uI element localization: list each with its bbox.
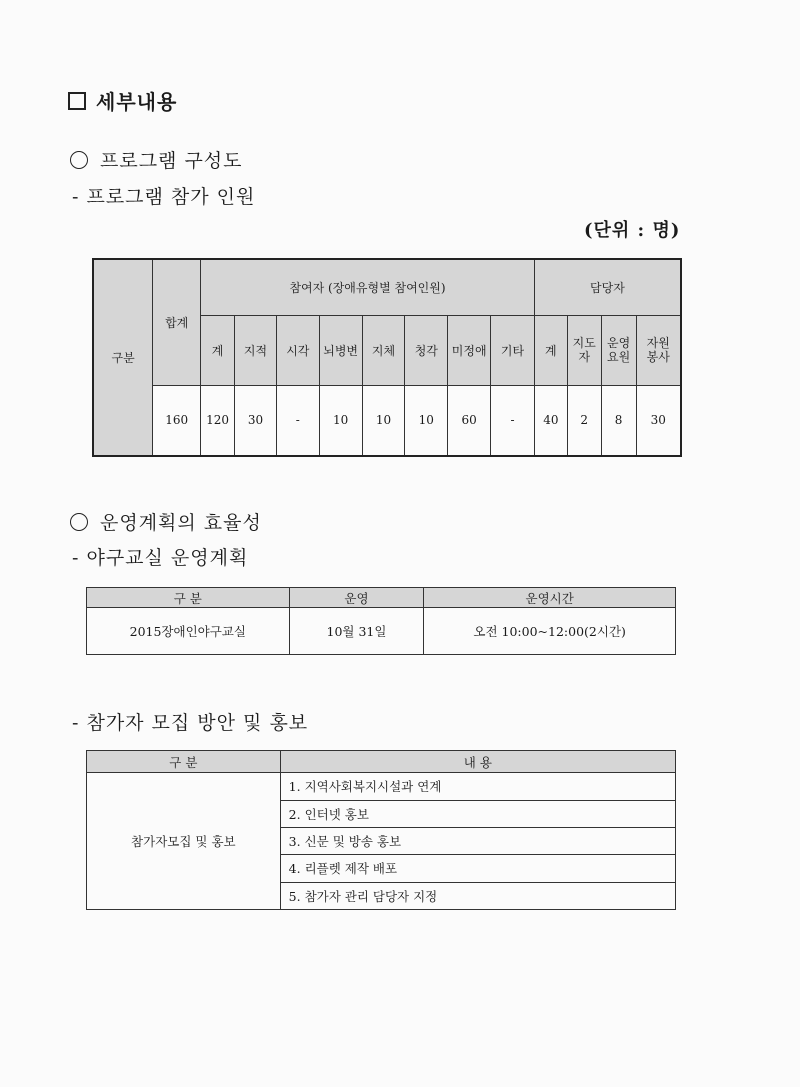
schedule-cell-0: 2015장애인야구교실 [87, 608, 290, 655]
sval-0: 40 [534, 385, 567, 456]
scol-2 [601, 315, 636, 385]
unit-label: (단위 : 명) [584, 220, 681, 241]
pcol-7: 기타 [491, 315, 535, 385]
schedule-header-1: 운영 [289, 588, 424, 608]
schedule-table [86, 587, 676, 655]
program-heading [70, 146, 243, 173]
scol-2-line-1: 요원 [607, 350, 631, 364]
recruit-table [86, 750, 676, 910]
participants-header: 참여자 (장애유형별 참여인원) [201, 259, 535, 315]
scol-1 [567, 315, 601, 385]
scol-1-line-1: 자 [578, 350, 591, 364]
total-value: 160 [153, 385, 201, 456]
pval-7: - [491, 385, 535, 456]
efficiency-heading [70, 508, 262, 535]
scol-3-line-0: 자원 [646, 336, 670, 350]
staff-header: 담당자 [534, 259, 681, 315]
circle-bullet-icon [70, 151, 88, 169]
recruit-item-4: 5. 참가자 관리 담당자 지정 [280, 882, 675, 909]
col-total: 합계 [153, 259, 201, 385]
pval-2: - [276, 385, 319, 456]
recruit-item-1: 2. 인터넷 홍보 [280, 800, 675, 827]
pcol-0: 계 [201, 315, 235, 385]
pcol-6: 미정애 [448, 315, 491, 385]
scol-0 [534, 315, 567, 385]
pcol-5: 청각 [405, 315, 448, 385]
efficiency-subheading: - 야구교실 운영계획 [72, 547, 249, 569]
pval-0: 120 [201, 385, 235, 456]
program-heading-text: 프로그램 구성도 [100, 150, 243, 172]
recruit-header-0: 구 분 [87, 751, 281, 773]
pcol-2: 시각 [276, 315, 319, 385]
pval-3: 10 [319, 385, 362, 456]
schedule-cell-2: 오전 10:00~12:00(2시간) [424, 608, 676, 655]
program-subheading: - 프로그램 참가 인원 [72, 186, 256, 208]
efficiency-heading-text: 운영계획의 효율성 [100, 512, 262, 534]
recruit-item-3: 4. 리플렛 제작 배포 [280, 855, 675, 882]
scol-0-line-0: 계 [545, 343, 557, 358]
recruit-item-0: 1. 지역사회복지시설과 연계 [280, 773, 675, 800]
section-title-text: 세부내용 [96, 90, 178, 114]
scol-3-line-1: 봉사 [646, 350, 670, 364]
pcol-3: 뇌병변 [319, 315, 362, 385]
pval-1: 30 [235, 385, 277, 456]
pval-4: 10 [362, 385, 405, 456]
checkbox-square-icon [68, 92, 86, 110]
col-gubun: 구분 [93, 259, 153, 456]
sval-1: 2 [567, 385, 601, 456]
pval-6: 60 [448, 385, 491, 456]
recruit-item-2: 3. 신문 및 방송 홍보 [280, 827, 675, 854]
pval-5: 10 [405, 385, 448, 456]
schedule-header-0: 구 분 [87, 588, 290, 608]
schedule-header-2: 운영시간 [424, 588, 676, 608]
pcol-1: 지적 [235, 315, 277, 385]
recruit-header-1: 내 용 [280, 751, 675, 773]
scol-2-line-0: 운영 [607, 336, 631, 350]
circle-bullet-icon [70, 513, 88, 531]
scol-1-line-0: 지도 [572, 336, 596, 350]
schedule-cell-1: 10월 31일 [289, 608, 424, 655]
pcol-4: 지체 [362, 315, 405, 385]
scol-3 [636, 315, 681, 385]
sval-2: 8 [601, 385, 636, 456]
section-title [68, 86, 177, 115]
recruit-subheading: - 참가자 모집 방안 및 홍보 [72, 712, 309, 734]
recruit-category: 참가자모집 및 홍보 [87, 773, 281, 910]
participants-table [92, 258, 682, 457]
sval-3: 30 [636, 385, 681, 456]
